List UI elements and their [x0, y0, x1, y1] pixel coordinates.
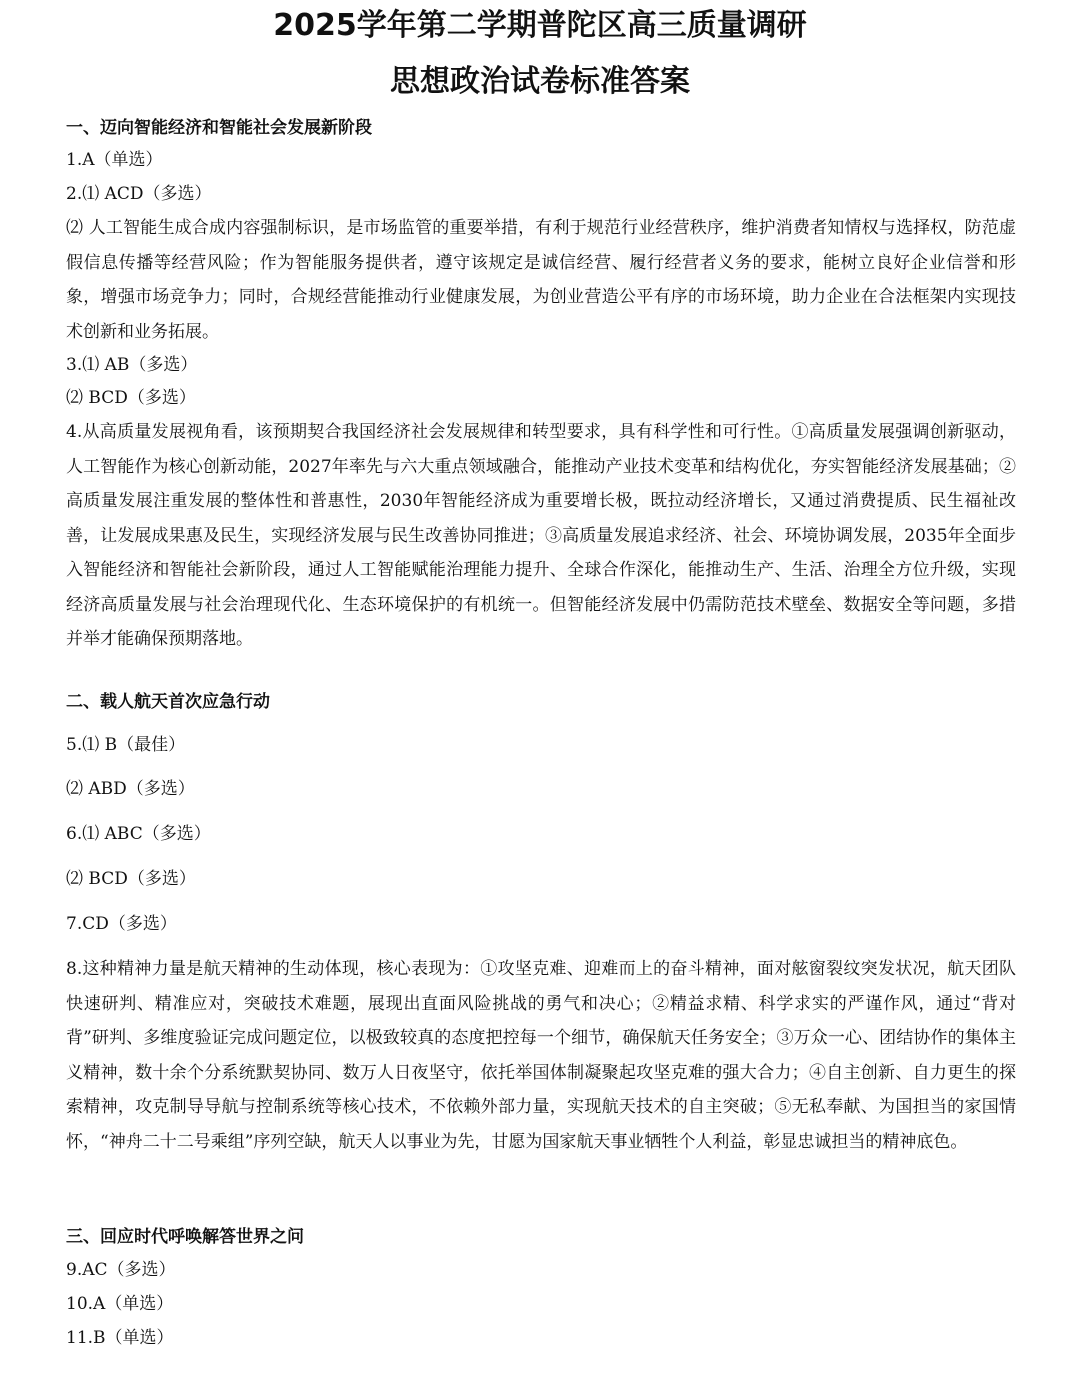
answer-q6-2: ⑵ BCD（多选） — [66, 869, 196, 889]
section-1-heading: 一、迈向智能经济和智能社会发展新阶段 — [66, 118, 372, 138]
section-3-heading: 三、回应时代呼唤解答世界之问 — [66, 1227, 304, 1247]
answer-q4: 4.从高质量发展视角看，该预期契合我国经济社会发展规律和转型要求，具有科学性和可行性。①高质量发展强调创新驱动，人工智能作为核心创新动能，2027年率先与六大重点领域融合，能推动产业技术变革和结构优化，夯实智能经济发展基础；②高质量发展注重发展的整体性和普惠性，2030年智能经济成为重要增长极，既拉动经济增长，又通过消费提质、民生福祉改善，让发展成果惠及民生，实现经济发展与民生改善协同推进；③高质量发展追求经济、社会、环境协调发展，2035年全面步入智能经济和智能社会新阶段，通过人工智能赋能治理能力提升、全球合作深化，能推动生产、生活、治理全方位升级，实现经济高质量发展与社会治理现代化、生态环境保护的有机统一。但智能经济发展中仍需防范技术壁垒、数据安全等问题，多措并举才能确保预期落地。 — [66, 422, 1016, 649]
answer-q2-1: 2.⑴ ACD（多选） — [66, 184, 212, 204]
answer-q3-1: 3.⑴ AB（多选） — [66, 355, 198, 375]
page-title: 2025学年第二学期普陀区高三质量调研 — [273, 8, 807, 43]
answer-q11: 11.B（单选） — [66, 1328, 174, 1348]
answer-q7: 7.CD（多选） — [66, 914, 177, 934]
answer-q5-2: ⑵ ABD（多选） — [66, 779, 195, 799]
answer-q1: 1.A（单选） — [66, 150, 163, 170]
answer-q2-2: ⑵ 人工智能生成合成内容强制标识，是市场监管的重要举措，有利于规范行业经营秩序，维护消费者知情权与选择权，防范虚假信息传播等经营风险；作为智能服务提供者，遵守该规定是诚信经营、履行经营者义务的要求，能树立良好企业信誉和形象，增强市场竞争力；同时，合规经营能推动行业健康发展，为创业营造公平有序的市场环境，助力企业在合法框架内实现技术创新和业务拓展。 — [66, 218, 1016, 342]
answer-q6-1: 6.⑴ ABC（多选） — [66, 824, 211, 844]
answer-q5-1: 5.⑴ B（最佳） — [66, 735, 186, 755]
answer-q9: 9.AC（多选） — [66, 1260, 176, 1280]
answer-q8: 8.这种精神力量是航天精神的生动体现，核心表现为：①攻坚克难、迎难而上的奋斗精神，面对舷窗裂纹突发状况，航天团队快速研判、精准应对，突破技术难题，展现出直面风险挑战的勇气和决心；②精益求精、科学求实的严谨作风，通过“背对背”研判、多维度验证完成问题定位，以极致较真的态度把控每一个细节，确保航天任务安全；③万众一心、团结协作的集体主义精神，数十余个分系统默契协同、数万人日夜坚守，依托举国体制凝聚起攻坚克难的强大合力；④自主创新、自力更生的探索精神，攻克制导导航与控制系统等核心技术，不依赖外部力量，实现航天技术的自主突破；⑤无私奉献、为国担当的家国情怀，“神舟二十二号乘组”序列空缺，航天人以事业为先，甘愿为国家航天事业牺牲个人利益，彰显忠诚担当的精神底色。 — [66, 959, 1016, 1152]
section-2-heading: 二、载人航天首次应急行动 — [66, 692, 270, 712]
answer-q10: 10.A（单选） — [66, 1294, 174, 1314]
answer-q3-2: ⑵ BCD（多选） — [66, 388, 196, 408]
page-subtitle: 思想政治试卷标准答案 — [390, 64, 690, 99]
